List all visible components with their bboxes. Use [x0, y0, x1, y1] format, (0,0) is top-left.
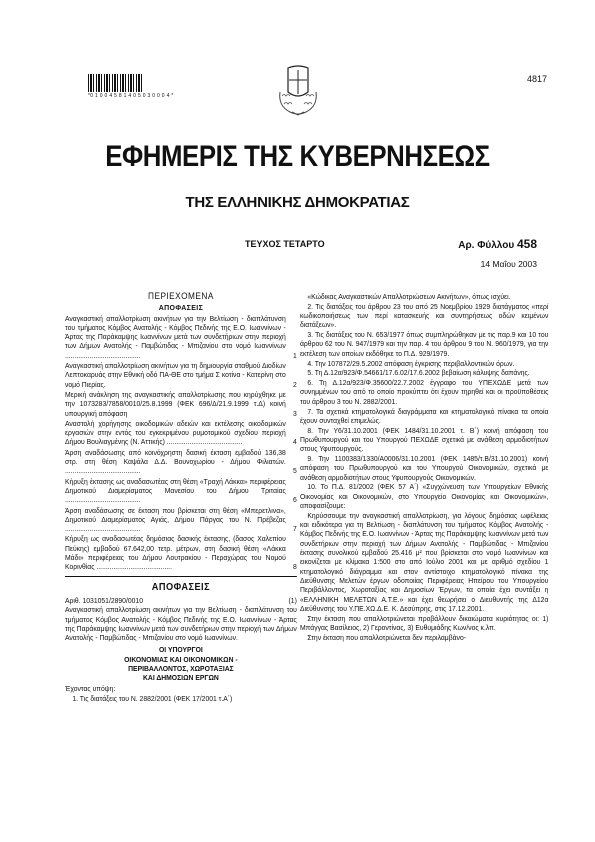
toc-entry-page: 3	[293, 408, 297, 418]
right-column	[300, 292, 548, 642]
toc-entry-page: 1	[293, 350, 297, 360]
decision-reference	[65, 596, 297, 605]
toc-entry[interactable]	[65, 419, 297, 447]
coat-of-arms-icon	[274, 62, 322, 118]
toc-entry-text: Αναγκαστική απαλλοτρίωση ακινήτων για την Βελτίωση - διαπλάτυνση του τμήματος Κόμβος Ανατολής - Κόμβος Πεδινής της Ε.Ο. Ιωαννίνων - Άρτας της Παράκαμψης Ιωαννίνων μετά των συνδετήριων στην περιοχή των Δήμων Ανατολής - Παμβώτιδας - Μπιζανίου στο νομό Ιωαννίνων ........................................	[65, 313, 286, 360]
decision-intro: Αναγκαστική απαλλοτρίωση ακινήτων για την Βελτίωση - διαπλάτυνση του τμήματος Κόμβος Ανατολής - Κόμβος Πεδινής της Ε.Ο. Ιωαννίνων - Άρτας της Παράκαμψης Ιωαννίνων μετά των συνδετήριων στην περιοχή των Δήμων Ανατολής - Παμβώτιδας - Μπιζανίου στο νομό Ιωαννίνων.	[65, 605, 297, 643]
page-number: 4817	[526, 74, 547, 84]
barcode	[88, 74, 144, 92]
paragraph: 1. Τις διατάξεις του Ν. 2882/2001 (ΦΕΚ 17/2001 τ.Α΄)	[72, 693, 233, 703]
ministers-line: ΠΕΡΙΒΑΛΛΟΝΤΟΣ, ΧΩΡΟΤΑΞΙΑΣ	[128, 663, 234, 673]
paragraph: 10. Το Π.Δ. 81/2002 (ΦΕΚ 57 Α΄) «Συγχώνευση των Υπουργείων Εθνικής Οικονομίας και Οικονομικών, στο Υπουργείο Οικονομίας και Οικονομικών», αποφασίζουμε:	[300, 482, 549, 511]
gazette-subtitle: ΤΗΣ ΕΛΛΗΝΙΚΗΣ ΔΗΜΟΚΡΑΤΙΑΣ	[185, 194, 410, 211]
toc-entry[interactable]	[65, 477, 297, 505]
gazette-title: ΕΦΗΜΕΡΙΣ ΤΗΣ ΚΥΒΕΡΝΗΣΕΩΣ	[105, 140, 490, 173]
decision-ref-number: Αριθ. 1031051/2890/0010	[65, 595, 143, 605]
toc-entry-page: 8	[293, 562, 297, 572]
paragraph: 9. Την 1100383/1330/Α0006/31.10.2001 (ΦΕΚ 1485/τ.Β/31.10.2001) κοινή απόφαση του Πρωθυπουργού και του Υπουργού Οικονομικών, σχετικά με ανάθεση αρμοδιοτήτων στους Υφυπουργούς Οικονομικών.	[300, 454, 549, 482]
table-of-contents	[65, 314, 297, 572]
left-column	[65, 292, 297, 703]
toc-entry[interactable]	[65, 390, 297, 418]
toc-entry[interactable]	[65, 506, 297, 534]
toc-entry-text: Άρση αναδάσωσης από κοινόχρηστη δασική έκταση εμβαδού 136,38 στρ. στη θέση Καψάλα Δ.Δ. Βουνοχωρίου - Δήμου Φιλιατών. ........................................	[65, 447, 286, 476]
paragraph: 7. Τα σχετικά κτηματολογικά διαγράμματα και κτηματολογικό πίνακα τα οποία έχουν συνταχθεί επιμελώς.	[300, 406, 549, 425]
ministers-line: ΟΙΚΟΝΟΜΙΑΣ ΚΑΙ ΟΙΚΟΝΟΜΙΚΩΝ -	[124, 654, 238, 664]
sheet-number-value: 458	[516, 237, 537, 251]
toc-entry-text: Μερική ανάκληση της αναγκαστικής απαλλοτρίωσης που κηρύχθηκε με την 1073283/7858/0010/25.8.1999 (ΦΕΚ 696/Δ/21.9.1999 τ.Δ) κοινή υπουργική απόφαση	[65, 389, 286, 418]
paragraph: Στην έκταση που απαλλοτριώνεται προβάλλουν δικαιώματα κυριότητας οι: 1) Μπάγγας Βασίλειος, 2) Γεροντίνας, 3) Ευθυμιάδης Κων/νος κ.λπ.	[300, 613, 549, 632]
decision-index: (1)	[288, 595, 297, 605]
toc-entry[interactable]	[65, 534, 297, 571]
ministers-heading	[65, 645, 297, 682]
paragraph: 4. Την 107872/29.5.2002 απόφαση έγκρισης περιβαλλοντικών όρων.	[307, 358, 515, 368]
contents-title: ΠΕΡΙΕΧΟΜΕΝΑ	[148, 291, 214, 301]
paragraph: Στην έκταση που απαλλοτριώνεται δεν περιλαμβάνο-	[307, 632, 467, 642]
sheet-label: Αρ. Φύλλου	[458, 240, 515, 251]
toc-entry-text: Άρση αναδάσωσης σε έκταση που βρίσκεται στη θέση «Μπερετλινα», Δημοτικού Διαμερίσματος Αγιάς, Δήμου Πάργας του Ν. Πρέβεζας ........................................	[65, 505, 286, 534]
toc-entry-page: 2	[293, 379, 297, 389]
issue-info	[245, 239, 537, 249]
paragraph: 8. Την Υ6/31.10.2001 (ΦΕΚ 1484/31.10.2001 τ. Β΄) κοινή απόφαση του Πρωθυπουργού και του Υπουργού ΠΕΧΩΔΕ σχετικά με ανάθεση αρμοδιοτήτων στους Υφυπουργούς.	[300, 425, 549, 454]
toc-entry-page: 5	[293, 466, 297, 476]
sheet-number	[458, 237, 537, 251]
issue-type: ΤΕΥΧΟΣ ΤΕΤΑΡΤΟ	[245, 239, 325, 249]
paragraph: Κηρύσσουμε την αναγκαστική απαλλοτρίωση, για λόγους δημόσιας ωφέλειας και ειδικότερα για τη Βελτίωση - διαπλάτυνση του τμήματος Κόμβος Ανατολής - Κόμβος Πεδινής της Ε.Ο. Ιωαννίνων - Άρτας της Παράκαμψης Ιωαννίνων μετά των συνδετήριων στην περιοχή των Δήμων Ανατολής - Παμβώτιδας - Μπιζανίου έκτασης συνολικού εμβαδού 25.416 μ² που βρίσκεται στο νομό Ιωαννίνων και εικονίζεται με κλίμακα 1:500 στο από Ιούλιο 2001 και με αριθμό σχεδίου 1 κτηματολογικό διάγραμμα και στον αντίστοιχο κτηματολογικό πίνακα της Διεύθυνσης Μελετών έργων οδοποιίας Περιφέρειας Ηπείρου του Υπουργείου Περιβάλλοντος, Χωροταξίας και Δημοσίων Έργων, τα οποία έχει συντάξει η «ΕΛΛΗΝΙΚΗ ΜΕΛΕΤΩΝ Α.Τ.Ε.» και έχει θεωρήσει ο Διευθυντής της Δ12α Διεύθυνσης του Υ.ΠΕ.ΧΩ.Δ.Ε. Κ. Δεσύπρης, στις 17.12.2001.	[300, 510, 549, 613]
ministers-line: ΚΑΙ ΔΗΜΟΣΙΩΝ ΕΡΓΩΝ	[142, 673, 219, 682]
toc-entry[interactable]	[65, 448, 297, 476]
paragraph: 2. Τις διατάξεις του άρθρου 23 του από 25 Νοεμβρίου 1929 διατάγματος «περί κωδικοποιήσεως των περί κατασκευής και συντηρήσεως οδών κειμένων διατάξεων».	[300, 301, 549, 330]
contents-section: ΑΠΟΦΑΣΕΙΣ	[158, 303, 204, 313]
divider	[65, 576, 297, 577]
paragraph: 6. Τη Δ.12α/923/Φ.35600/22.7.2002 έγγραφο του ΥΠΕΧΩΔΕ μετά των συνημμένων του από το οποίο προκύπτει ότι έχουν τηρηθεί και οι προϋποθέσεις του άρθρου 3 του Ν. 2882/2001.	[300, 378, 549, 406]
toc-entry-page: 4	[293, 437, 297, 447]
toc-entry-text: Κήρυξη έκτασης ως αναδασωτέας στη θέση «Τραχή Λάκκα» περιφέρειας Δημοτικού Διαμερίσματος Μανεσίου του Δήμου Τριταίας ........................................	[65, 476, 286, 505]
toc-entry-text: Αναστολή χορήγησης οικοδομικών αδειών και εκτέλεσης οικοδομικών εργασιών στην εντός του εγκεκριμένου ρυμοτομικού σχεδίου περιοχή Δήμου Βουλιαγμένης (Ν. Αττικής) ........................................	[65, 418, 286, 447]
paragraph: 5. Τη Δ.12α/923/Φ.54661/17.6.02/17.6.2002 βεβαίωση κάλυψης δαπάνης.	[307, 368, 530, 378]
having-regard: Έχοντας υπόψη:	[65, 684, 116, 694]
paragraph: 3. Τις διατάξεις του Ν. 653/1977 όπως συμπληρώθηκαν με τις παρ.9 και 10 του άρθρου 62 του Ν. 947/1979 και την παρ. 4 του άρθρου 9 του Ν. 960/1979, για την εκτέλεση των οποίων εκδόθηκε το Π.Δ. 929/1979.	[300, 330, 549, 358]
toc-entry-text: Κήρυξη ως αναδασωτέας δημόσιας δασικής έκτασης, (δασος Χαλεπίου Πεύκης) εμβαδού 67.642,00 τετρ. μέτρων, στη δασική θέση «Λάκκα Μάδι» περιφέρειας του Δήμου Λουτρακίου - Περαχώρας του Νομού Κορινθίας ........................................	[65, 534, 286, 572]
decisions-title: ΑΠΟΦΑΣΕΙΣ	[151, 581, 211, 593]
toc-entry-text: Αναγκαστική απαλλοτρίωση ακινήτων για τη δημιουργία σταθμού Διοδίων Λεπτοκαρυάς στην Εθνική οδό ΠΑ-ΘΕ στο τμήμα Σ κοτίνα - Κατερίνη στο νομό Πιερίας.	[65, 361, 286, 389]
barcode-number: *0 1 0 0 4 5 8 1 4 0 5 0 3 0 0 0 4 *	[88, 93, 174, 99]
toc-entry-page: 6	[293, 495, 297, 505]
paragraph: «Κώδικας Αναγκαστικών Απαλλοτριώσεων Ακινήτων», όπως ισχύει.	[307, 292, 511, 301]
ministers-line: ΟΙ ΥΠΟΥΡΓΟΙ	[158, 645, 203, 655]
issue-date: 14 Μαΐου 2003	[480, 259, 537, 269]
toc-entry-page: 7	[293, 524, 297, 534]
toc-entry[interactable]	[65, 361, 297, 389]
toc-entry[interactable]	[65, 314, 297, 360]
